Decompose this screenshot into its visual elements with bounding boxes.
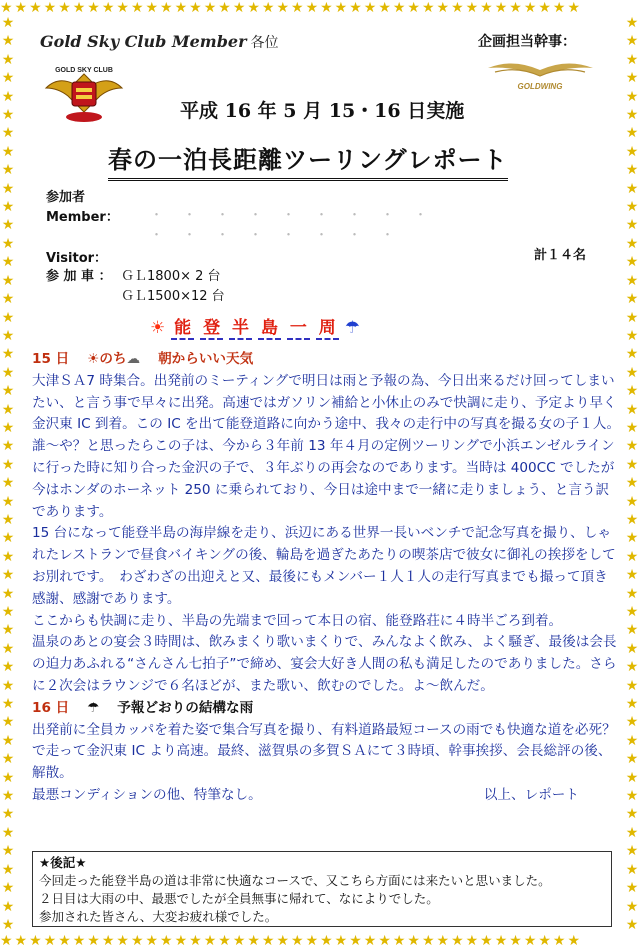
participants-label: 参加者 [46,190,86,205]
vehicle-label: 参 加 車 ： [46,269,112,284]
vehicle-gl1500: ＧＬ1500×12 台 [121,289,225,304]
member-label: Member： [46,210,119,225]
day1-header [32,349,617,371]
day1-paragraph: 15 台になって能登半島の海岸線を走り、浜辺にある世界一長いベンチで記念写真を撮り、しゃれたレストランで昼食バイキングの後、輪島を過ぎたあたりの喫茶店で彼女に御礼の挨拶をしてお別れです。 わざわざの出迎えと又、最後にもメンバー１人１人の走行写真までも撮って頂き感謝、感謝であります。 [32,525,616,607]
report-title: 春の一泊長距離ツーリングレポート [108,140,508,181]
day2-date: 16 日 [32,699,70,716]
star-border-bottom: ★★★★★★★★★★★★★★★★★★★★★★★★★★★★★★★★★★★★★★★★ [0,933,583,949]
visitor-label: Visitor： [46,251,108,266]
star-border-right: ★ ★ ★ ★ ★ ★ ★ ★ ★ ★ ★ ★ ★ ★ ★ ★ ★ ★ ★ ★ ★ ★ ★ ★ ★ ★ ★ ★ ★ ★ ★ ★ ★ ★ ★ ★ ★ ★ ★ ★ ★ ★ ★ ★ ★ ★ ★ ★ ★ ★ [625,15,639,933]
star-border-top: ★★★★★★★★★★★★★★★★★★★★★★★★★★★★★★★★★★★★★★★★ [0,0,583,16]
route-char: 登 [200,318,223,340]
closing-line [32,785,617,807]
day1-weather-note: 朝からいい天気 [158,351,254,367]
route-char: 半 [229,318,252,340]
postscript-line: 参加された皆さん、大変お疲れ様でした。 [39,909,278,924]
day2-paragraph: 出発前に全員カッパを着た姿で集合写真を撮り、有料道路最短コースの雨でも快適な道を必死？で走って金沢東 IC より高速。最終、滋賀県の多賀ＳＡにて３時頃、幹事挨拶、会長総評の後、解散。 [32,721,616,782]
postscript-line: ２日目は大雨の中、最悪でしたが全員無事に帰れて、なによりでした。 [39,891,439,906]
cloud-icon: ☁ [126,351,141,367]
day1-weather: のち [99,351,127,367]
addressee-line [40,32,279,52]
day1-date: 15 日 [32,351,70,367]
day2-weather-note: 予報どおりの結構な雨 [117,699,254,716]
umbrella-icon: ☂ [344,318,360,338]
club-logo-text: GOLD SKY CLUB [55,67,113,74]
vehicle-gl1800: ＧＬ1800× 2 台 [121,269,221,284]
redacted-members-row1: ・・・・・・・・・ [150,208,448,223]
redacted-members-row2: ・・・・・・・・ [150,228,415,243]
postscript-line: 今回走った能登半島の道は非常に快適なコースで、又こちら方面には来たいと思いました。 [39,873,551,888]
route-char: 能 [171,318,194,340]
route-char: 周 [316,318,339,340]
addressee: 各位 [250,35,279,51]
umbrella-icon: ☂ [87,699,100,716]
route-banner [150,313,360,338]
sun-icon: ☀ [150,318,166,338]
day1-paragraph: 温泉のあとの宴会３時間は、飲みまくり歌いまくりで、みんなよく飲み、よく騒ぎ、最後は会長の迫力あふれる“さんさん七拍子”で締め、宴会大好き人間の私も満足したのでありました。さらに２次会はラウンジで６名ほどが、また歌い、飲むのでした。よ〜飲んだ。 [32,634,617,694]
gold-sky-club-logo [44,62,124,124]
participant-total: 計１４名 [534,248,587,263]
day1-paragraph: ここからも快調に走り、半島の先端まで回って本日の宿、能登路荘に４時半ごろ到着。 [32,612,563,629]
route-char: 島 [258,318,281,340]
day1-paragraph: 大津ＳＡ7 時集合。出発前のミーティングで明日は雨と予報の為、今日出来るだけ回ってしまいたい、と言う事で早々に出発。高速ではガソリン補給と小休止のみで快調に走り、予定より早く金沢東 IC 到着。この IC を出て能登道路に向かう途中、我々の走行中の写真を撮る女の子１人。 誰〜や？と思ったらこの子は、今から３年前 13 年４月の定例ツーリングで小浜エンゼルラインに行った時に知り合った金沢の子で、３年ぶりの再会なのであります。当時は 400CC でしたが今はホンダのホーネット 250 に乗られており、今日は途中まで一緒に走りましょう、と言う訳であります。 [32,372,627,520]
route-char: 一 [287,318,310,340]
postscript-title: ★後記★ [39,855,87,870]
sun-icon: ☀ [87,351,100,367]
goldwing-logo [483,54,598,94]
postscript-box [32,851,612,927]
report-body [32,349,627,807]
closing-right: 以上、レポート [483,786,579,803]
planner-label: 企画担当幹事： [478,34,576,50]
closing-left: 最悪コンディションの他、特筆なし。 [32,786,262,803]
goldwing-text: GOLDWING [517,82,563,91]
event-date: 平成 16 年 5 月 15・16 日実施 [180,100,465,122]
club-name: Gold Sky Club Member [40,32,247,51]
star-border-left: ★ ★ ★ ★ ★ ★ ★ ★ ★ ★ ★ ★ ★ ★ ★ ★ ★ ★ ★ ★ ★ ★ ★ ★ ★ ★ ★ ★ ★ ★ ★ ★ ★ ★ ★ ★ ★ ★ ★ ★ ★ ★ ★ ★ ★ ★ ★ ★ ★ ★ [1,15,15,933]
day2-header [32,698,617,720]
